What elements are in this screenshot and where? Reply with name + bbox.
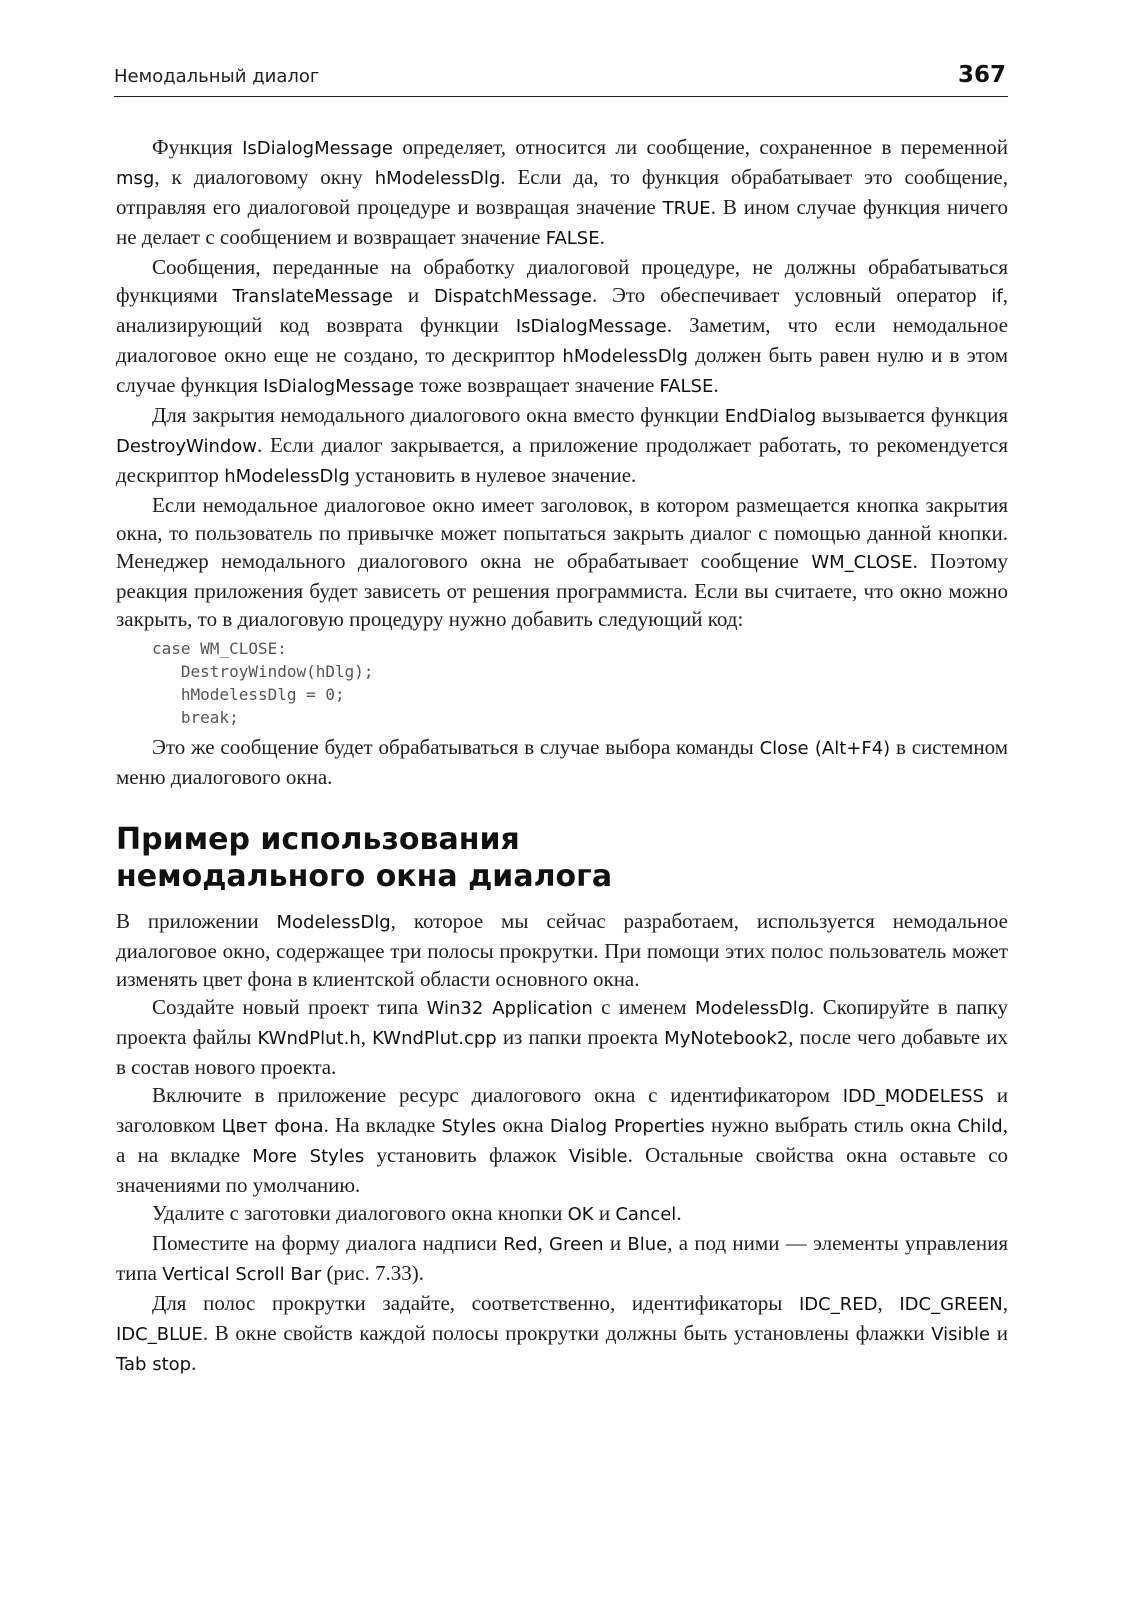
code-term: hModelessDlg	[224, 466, 350, 487]
text-run: .	[713, 373, 719, 397]
text-run: из папки проекта	[496, 1025, 665, 1049]
code-listing: case WM_CLOSE: DestroyWindow(hDlg); hModelessDlg = 0; break;	[152, 639, 374, 727]
text-run: должен быть равен нулю и в этом случае функция	[116, 343, 1009, 397]
code-term: DispatchMessage	[433, 286, 592, 307]
text-run: установить в нулевое значение.	[349, 463, 637, 487]
paragraph	[116, 1229, 1008, 1289]
text-run: Поместите на форму диалога надписи	[152, 1231, 504, 1255]
text-run: . Если да, то функция обрабатывает это сообщение, отправляя его диалоговой процедуре и возвращая значение	[116, 165, 1008, 219]
paragraph	[116, 993, 1008, 1081]
text-run: ,	[1002, 1291, 1008, 1315]
text-run: Функция	[152, 135, 243, 159]
code-term: Red	[503, 1234, 538, 1255]
text-run: установить флажок	[364, 1143, 569, 1167]
paragraph	[116, 733, 1008, 791]
code-term: OK	[567, 1204, 594, 1225]
text-run: , а под ними — элементы управления типа	[116, 1231, 1008, 1285]
text-run: .	[599, 225, 605, 249]
text-run: , а на вкладке	[116, 1113, 1008, 1167]
text-run: , к диалоговому окну	[154, 165, 375, 189]
code-term: Green	[549, 1234, 604, 1255]
code-term: Цвет фона	[221, 1116, 324, 1137]
text-run: , анализирующий код возврата функции	[116, 283, 1008, 337]
text-run: , которое мы сейчас разработаем, используется немодальное диалоговое окно, содержащее три полосы прокрутки. При помощи этих полос пользователь может изменять цвет фона в клиентской области основного окна.	[116, 909, 1008, 991]
code-term: IDD_MODELESS	[842, 1086, 984, 1107]
text-run: . Если диалог закрывается, а приложение продолжает работать, то рекомендуется дескриптор	[116, 433, 1008, 487]
code-term: KWndPlut.cpp	[372, 1028, 497, 1049]
code-term: msg	[116, 168, 155, 189]
text-run: и	[990, 1321, 1008, 1345]
code-term: Dialog Properties	[549, 1116, 705, 1137]
text-run: В приложении	[116, 909, 277, 933]
text-run: окна	[496, 1113, 550, 1137]
text-run: Для полос прокрутки задайте, соответственно, идентификаторы	[152, 1291, 799, 1315]
text-run: Включите в приложение ресурс диалогового окна с идентификатором	[152, 1083, 843, 1107]
page-number: 367	[957, 62, 1006, 88]
text-run: ,	[360, 1025, 373, 1049]
running-head: Немодальный диалог	[114, 66, 320, 87]
paragraph	[116, 907, 1008, 993]
code-term: ModelessDlg	[694, 998, 810, 1019]
text-run: , после чего добавьте их в состав нового проекта.	[116, 1025, 1008, 1079]
section-heading	[116, 821, 1008, 895]
code-term: IDC_RED	[798, 1294, 878, 1315]
text-run: вызывается функция	[816, 403, 1008, 427]
code-term: IsDialogMessage	[515, 316, 667, 337]
paragraph	[116, 133, 1008, 253]
code-term: if	[991, 286, 1003, 307]
paragraph	[116, 253, 1008, 401]
text-run: . Скопируйте в папку проекта файлы	[116, 995, 1008, 1049]
text-run: Если немодальное диалоговое окно имеет заголовок, в котором размещается кнопка закрытия окна, то пользователь по привычке может попытаться закрыть диалог с помощью данной кнопки. Менеджер немодального диалогового окна не обрабатывает сообщение	[116, 493, 1008, 573]
paragraph	[116, 491, 1008, 633]
section-heading-line-2: немодального окна диалога	[116, 859, 613, 894]
text-run: . В ином случае функция ничего не делает с сообщением и возвращает значение	[116, 195, 1008, 249]
text-run: и	[393, 283, 434, 307]
code-term: KWndPlut.h	[257, 1028, 361, 1049]
code-term: Styles	[441, 1116, 497, 1137]
text-run: в системном меню диалогового окна.	[116, 735, 1008, 789]
text-run: тоже возвращает значение	[414, 373, 660, 397]
text-run: (рис. 7.33).	[321, 1261, 424, 1285]
text-run: и заголовком	[116, 1083, 1008, 1137]
code-term: TranslateMessage	[232, 286, 394, 307]
text-run: Создайте новый проект типа	[152, 995, 427, 1019]
section-heading-line-1: Пример использования	[116, 822, 520, 857]
code-term: Close (Alt+F4)	[759, 738, 891, 759]
text-run: .	[676, 1201, 682, 1225]
text-run: . Это обеспечивает условный оператор	[591, 283, 992, 307]
code-term: FALSE	[659, 376, 714, 397]
text-run: с именем	[592, 995, 695, 1019]
code-term: IsDialogMessage	[263, 376, 415, 397]
text-run: ,	[877, 1291, 900, 1315]
code-term: More Styles	[252, 1146, 365, 1167]
text-run: и	[603, 1231, 628, 1255]
code-term: IsDialogMessage	[242, 138, 393, 159]
code-term: DestroyWindow	[116, 436, 258, 457]
text-run: и	[593, 1201, 616, 1225]
code-term: IDC_BLUE	[116, 1324, 203, 1345]
text-run: . Остальные свойства окна оставьте со значениями по умолчанию.	[116, 1143, 1009, 1197]
code-term: ModelessDlg	[276, 912, 391, 933]
code-term: MyNotebook2	[664, 1028, 789, 1049]
paragraph	[116, 401, 1008, 491]
code-term: WM_CLOSE	[811, 552, 913, 573]
text-run: . Поэтому реакция приложения будет зависеть от решения программиста. Если вы считаете, что окно можно закрыть, то в диалоговую процедуру нужно добавить следующий код:	[116, 549, 1008, 631]
code-term: Win32 Application	[426, 998, 593, 1019]
code-term: TRUE	[662, 198, 711, 219]
text-run: Удалите с заготовки диалогового окна кнопки	[152, 1201, 568, 1225]
code-term: Blue	[627, 1234, 668, 1255]
text-run: .	[191, 1351, 197, 1375]
code-term: Visible	[568, 1146, 628, 1167]
code-term: Visible	[931, 1324, 991, 1345]
text-run: . Заметим, что если немодальное диалоговое окно еще не создано, то дескриптор	[116, 313, 1008, 367]
code-term: FALSE	[545, 228, 600, 249]
code-term: hModelessDlg	[562, 346, 688, 367]
text-run: . На вкладке	[323, 1113, 442, 1137]
code-term: Tab stop	[116, 1354, 192, 1375]
code-term: hModelessDlg	[374, 168, 501, 189]
text-run: определяет, относится ли сообщение, сохраненное в переменной	[392, 135, 1009, 159]
code-term: Vertical Scroll Bar	[162, 1264, 322, 1285]
text-run: Это же сообщение будет обрабатываться в случае выбора команды	[152, 735, 760, 759]
text-run: . В окне свойств каждой полосы прокрутки должны быть установлены флажки	[202, 1321, 932, 1345]
paragraph	[116, 1081, 1008, 1199]
code-term: EndDialog	[724, 406, 817, 427]
text-run: Сообщения, переданные на обработку диалоговой процедуре, не должны обрабатываться функциями	[116, 255, 1008, 307]
code-term: Child	[957, 1116, 1003, 1137]
text-run: Для закрытия немодального диалогового окна вместо функции	[152, 403, 725, 427]
page-header	[114, 58, 1008, 97]
text-run: нужно выбрать стиль окна	[704, 1113, 958, 1137]
code-term: IDC_GREEN	[899, 1294, 1003, 1315]
text-run: ,	[537, 1231, 550, 1255]
page-body	[116, 133, 1008, 1379]
code-term: Cancel	[615, 1204, 677, 1225]
paragraph	[116, 1199, 1008, 1229]
paragraph	[116, 1289, 1008, 1379]
